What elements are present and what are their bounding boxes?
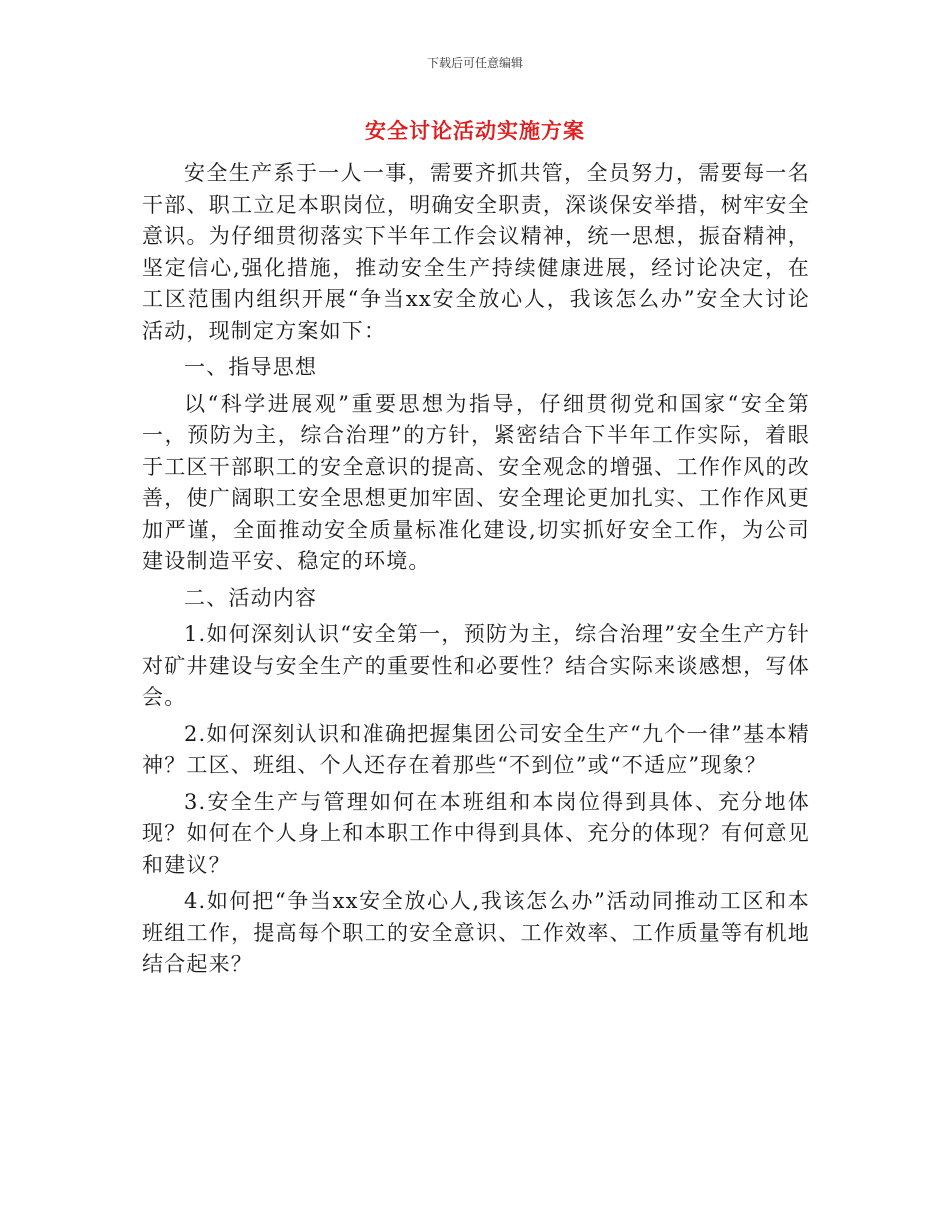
activity-item-4: 4.如何把“争当xx安全放心人,我该怎么办”活动同推动工区和本班组工作，提高每个职工的安全意识、工作效率、工作质量等有机地结合起来？: [142, 889, 810, 976]
guiding-ideology-paragraph: 以“科学进展观”重要思想为指导，仔细贯彻党和国家“安全第一，预防为主，综合治理”的方针，紧密结合下半年工作实际，着眼于工区干部职工的安全意识的提高、安全观念的增强、工作作风的改善，使广阔职工安全思想更加牢固、安全理论更加扎实、工作作风更加严谨，全面推动安全质量标准化建设,切实抓好安全工作，为公司建设制造平安、稳定的环境。: [142, 391, 810, 573]
document-title: 安全讨论活动实施方案: [365, 119, 585, 143]
section-heading-activity-content: 二、活动内容: [184, 585, 318, 610]
intro-paragraph: 安全生产系于一人一事，需要齐抓共管，全员努力，需要每一名干部、职工立足本职岗位，明确安全职责，深谈保安举措，树牢安全意识。为仔细贯彻落实下半年工作会议精神，统一思想，振奋精神，坚定信心,强化措施，推动安全生产持续健康进展，经讨论决定，在工区范围内组织开展“争当xx安全放心人，我该怎么办”安全大讨论活动，现制定方案如下：: [142, 161, 810, 343]
section-heading-guiding-ideology: 一、指导思想: [184, 355, 318, 379]
activity-item-1: 1.如何深刻认识“安全第一，预防为主，综合治理”安全生产方针对矿井建设与安全生产的重要性和必要性？结合实际来谈感想，写体会。: [142, 622, 810, 709]
header-note: 下载后可任意编辑: [426, 56, 523, 70]
document-body: [142, 158, 810, 986]
activity-item-3: 3.安全生产与管理如何在本班组和本岗位得到具体、充分地体现？如何在个人身上和本职工作中得到具体、充分的体现？有何意见和建议？: [142, 789, 810, 877]
activity-item-2: 2.如何深刻认识和准确把握集团公司安全生产“九个一律”基本精神？工区、班组、个人还存在着那些“不到位”或“不适应”现象？: [142, 721, 810, 777]
